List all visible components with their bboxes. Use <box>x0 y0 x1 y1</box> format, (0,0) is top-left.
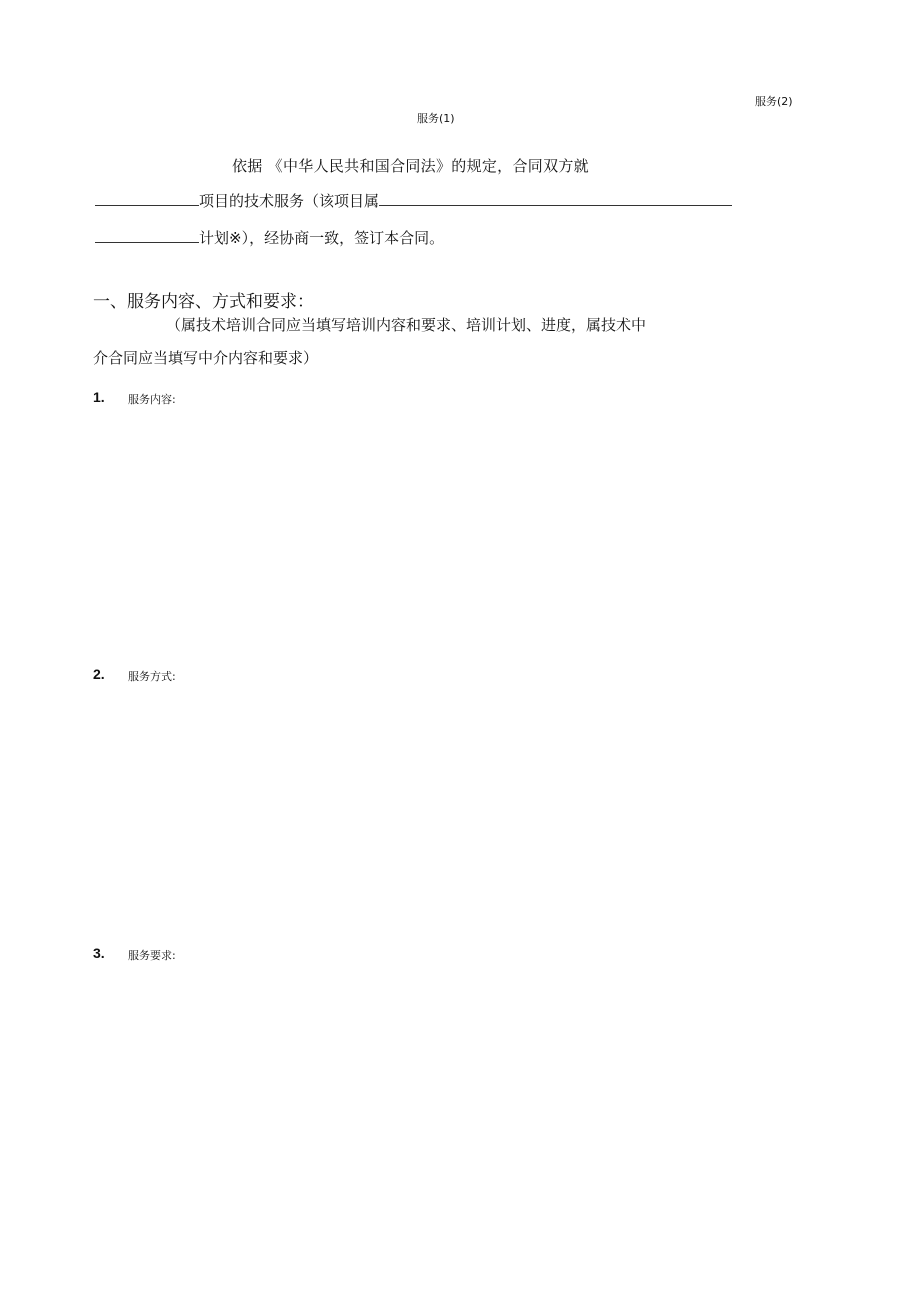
project-name-blank[interactable] <box>95 189 199 206</box>
section-1-note-line-1: （属技术培训合同应当填写培训内容和要求、培训计划、进度，属技术中 <box>166 316 647 334</box>
intro-line-2-text: 项目的技术服务（该项目属 <box>199 192 380 210</box>
header-right-label: 服务(2) <box>755 95 793 108</box>
item-3-label: 服务要求: <box>128 949 176 962</box>
item-2-number: 2. <box>93 666 105 682</box>
section-1-note-line-2: 介合同应当填写中介内容和要求） <box>93 349 319 367</box>
intro-line-3 <box>95 226 444 248</box>
section-1-title: 一、服务内容、方式和要求： <box>93 292 314 312</box>
item-3-number: 3. <box>93 945 105 961</box>
item-2-label: 服务方式: <box>128 670 176 683</box>
intro-line-1: 依据 《中华人民共和国合同法》的规定，合同双方就 <box>232 157 589 175</box>
project-category-blank[interactable] <box>379 189 732 206</box>
plan-name-blank[interactable] <box>95 226 199 243</box>
item-1-number: 1. <box>93 389 105 405</box>
item-1-label: 服务内容: <box>128 393 176 406</box>
header-center-label: 服务(1) <box>417 112 455 125</box>
intro-line-2 <box>95 189 732 211</box>
intro-line-3-text: 计划※），经协商一致，签订本合同。 <box>199 229 445 247</box>
